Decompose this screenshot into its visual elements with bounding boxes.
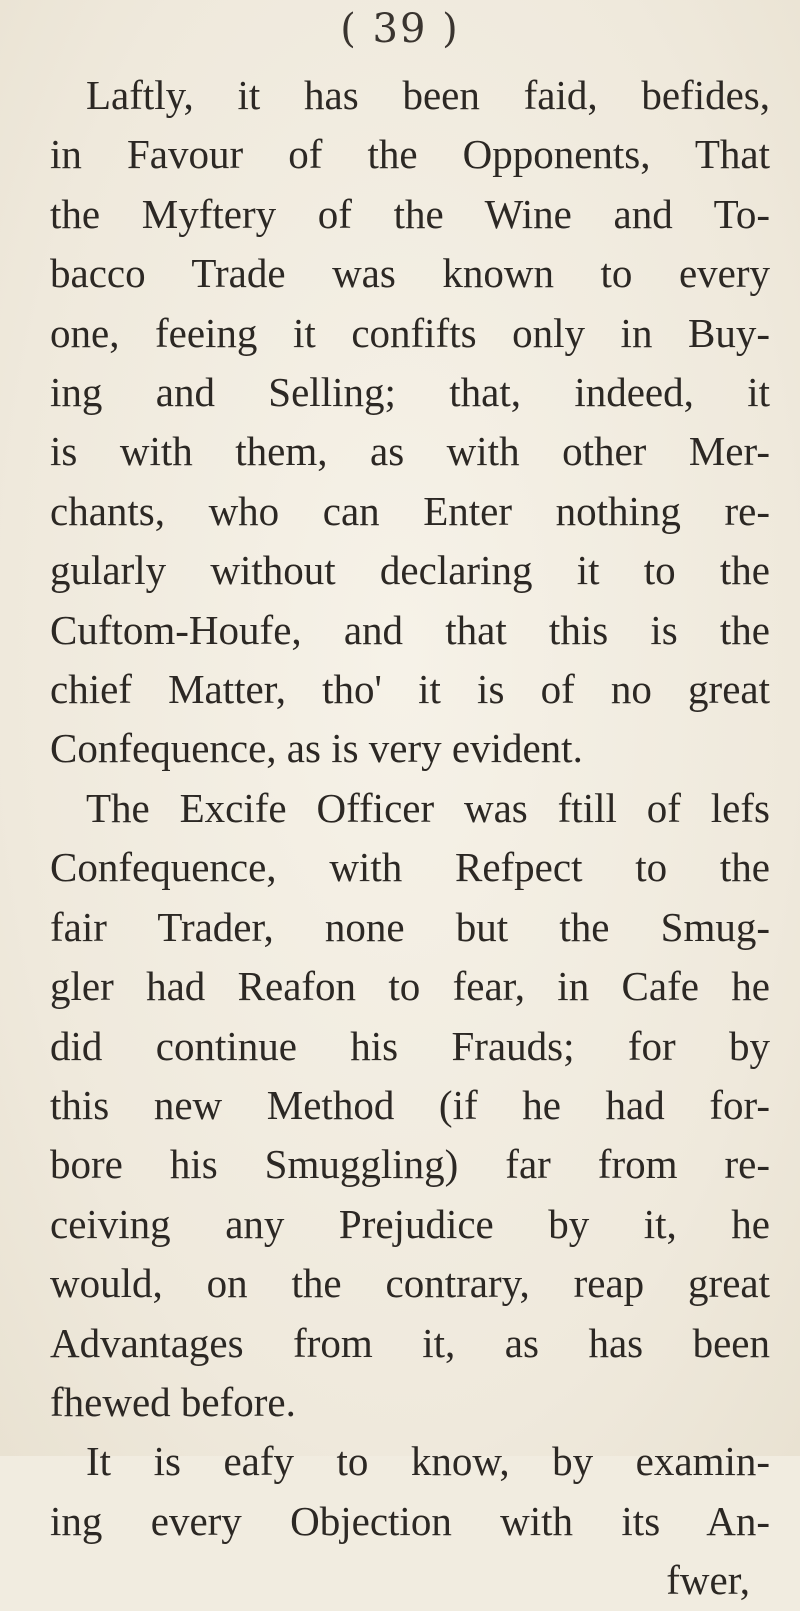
- text-line: gler had Reafon to fear, in Cafe he: [50, 963, 770, 1010]
- text-line: chants, who can Enter nothing re-: [50, 487, 770, 534]
- text-line: ing every Objection with its An-: [50, 1497, 770, 1544]
- text-line: would, on the contrary, reap great: [50, 1260, 770, 1307]
- text-line: Cuftom-Houfe, and that this is the: [50, 606, 770, 653]
- text-line: one, feeing it confifts only in Buy-: [50, 309, 770, 356]
- page-number: ( 39 ): [340, 6, 460, 52]
- text-line: in Favour of the Opponents, That: [50, 131, 770, 178]
- text-line: the Myftery of the Wine and To-: [50, 190, 770, 237]
- text-line: Confequence, with Refpect to the: [50, 844, 770, 891]
- body-text: [50, 66, 770, 1611]
- text-line: did continue his Frauds; for by: [50, 1022, 770, 1069]
- text-line: gularly without declaring it to the: [50, 547, 770, 594]
- text-line: is with them, as with other Mer-: [50, 428, 770, 475]
- text-line: Advantages from it, as has been: [50, 1319, 770, 1366]
- text-line: bacco Trade was known to every: [50, 250, 770, 297]
- text-line: chief Matter, tho' it is of no great: [50, 666, 770, 713]
- text-line: fhewed before.: [50, 1378, 296, 1425]
- text-line: ceiving any Prejudice by it, he: [50, 1200, 770, 1247]
- text-line: fair Trader, none but the Smug-: [50, 903, 770, 950]
- text-line: The Excife Officer was ftill of lefs: [86, 784, 770, 831]
- text-line: this new Method (if he had for-: [50, 1081, 770, 1128]
- catchword: fwer,: [666, 1557, 750, 1604]
- text-line: It is eafy to know, by examin-: [86, 1438, 770, 1485]
- text-line: Confequence, as is very evident.: [50, 725, 583, 772]
- text-line: Laftly, it has been faid, befides,: [86, 72, 770, 118]
- text-line: bore his Smuggling) far from re-: [50, 1141, 770, 1188]
- text-line: ing and Selling; that, indeed, it: [50, 369, 770, 416]
